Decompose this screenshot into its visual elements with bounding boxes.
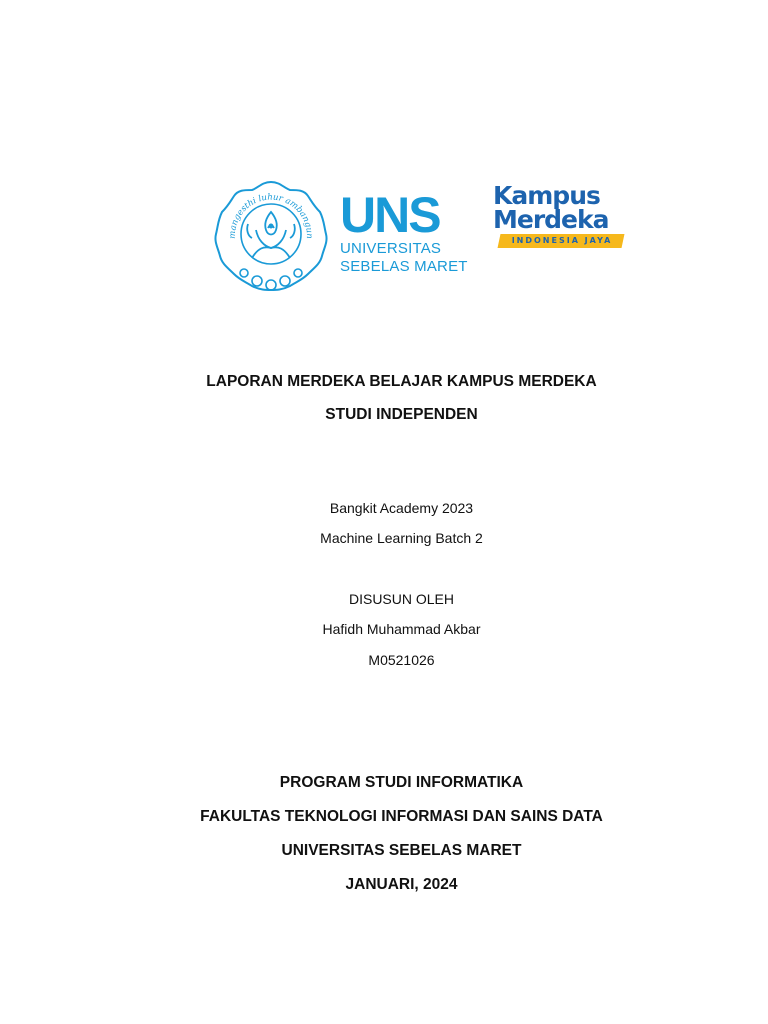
- report-title-line1: LAPORAN MERDEKA BELAJAR KAMPUS MERDEKA: [206, 373, 597, 390]
- kampus-word: Kampus: [493, 181, 600, 210]
- program-name: Bangkit Academy 2023: [329, 500, 474, 516]
- university-name: UNIVERSITAS SEBELAS MARET: [281, 842, 522, 859]
- uns-name-line2: SEBELAS MARET: [340, 258, 468, 275]
- uns-logo: [340, 187, 480, 288]
- uns-seal-icon: [210, 178, 332, 294]
- logo-row: [0, 176, 768, 298]
- author-label: DISUSUN OLEH: [348, 591, 455, 607]
- report-title-line2: STUDI INDEPENDEN: [325, 406, 478, 423]
- uns-mark: UNS: [340, 187, 440, 243]
- svg-text:mangesthi luhur ambangun nagar: mangesthi luhur ambangun: [227, 192, 315, 239]
- study-program: PROGRAM STUDI INFORMATIKA: [279, 774, 524, 791]
- program-batch: Machine Learning Batch 2: [320, 530, 483, 546]
- kampus-tagline-banner: [493, 234, 621, 249]
- report-date: JANUARI, 2024: [345, 876, 458, 893]
- kampus-merdeka-logo: [493, 181, 629, 254]
- faculty-name: FAKULTAS TEKNOLOGI INFORMASI DAN SAINS DATA: [200, 808, 603, 825]
- author-id: M0521026: [368, 652, 435, 668]
- author-name: Hafidh Muhammad Akbar: [322, 621, 481, 637]
- kampus-tagline: INDONESIA JAYA: [511, 236, 613, 245]
- uns-name-line1: UNIVERSITAS: [340, 240, 442, 257]
- merdeka-word: Merdeka: [493, 205, 609, 234]
